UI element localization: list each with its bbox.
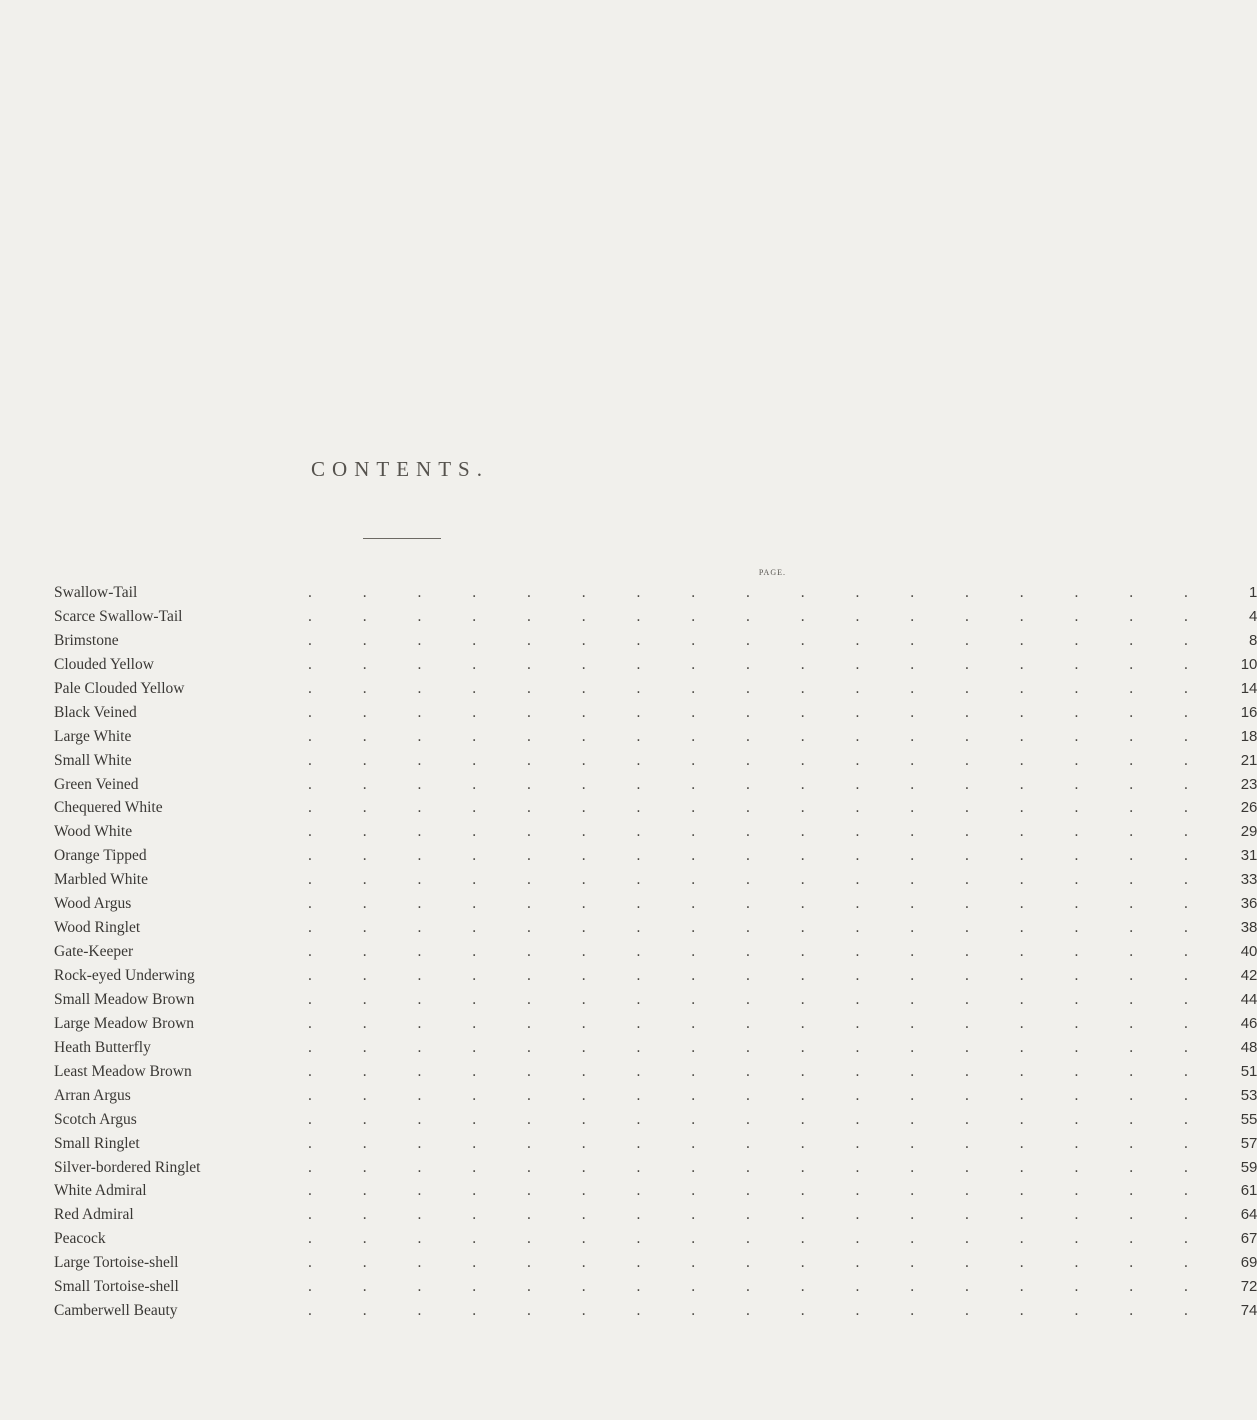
- entry-title: Chequered White: [54, 799, 163, 817]
- contents-entry: [54, 1086, 1257, 1111]
- entry-page-number: 33: [1240, 871, 1257, 889]
- entry-title: Peacock: [54, 1230, 106, 1248]
- contents-entry: [54, 1038, 1257, 1063]
- entry-title: Scarce Swallow-Tail: [54, 607, 183, 625]
- entry-page-number: 64: [1240, 1206, 1257, 1224]
- entry-title: Marbled White: [54, 871, 148, 889]
- entry-page-number: 23: [1240, 775, 1257, 793]
- dot-leader: . . . . . . . . . . . . . . . . .: [308, 727, 1212, 745]
- entry-page-number: 59: [1240, 1158, 1257, 1176]
- entry-title: Small White: [54, 751, 132, 769]
- entry-page-number: 42: [1240, 967, 1257, 984]
- contents-entry: [54, 823, 1257, 847]
- entry-title: Heath Butterfly: [54, 1038, 151, 1056]
- dot-leader: . . . . . . . . . . . . . . . . .: [308, 655, 1212, 673]
- contents-list: [54, 584, 1257, 1326]
- entry-page-number: 16: [1240, 703, 1257, 721]
- contents-entry: [54, 1302, 1257, 1326]
- entry-page-number: 26: [1240, 799, 1257, 817]
- contents-entry: [54, 1230, 1257, 1254]
- page-title: CONTENTS.: [311, 457, 489, 481]
- entry-title: Red Admiral: [54, 1206, 134, 1224]
- entry-page-number: 51: [1240, 1062, 1257, 1080]
- entry-title: Small Meadow Brown: [54, 990, 195, 1008]
- entry-page-number: 36: [1240, 895, 1257, 913]
- contents-entry: [54, 919, 1257, 943]
- dot-leader: . . . . . . . . . . . . . . . . .: [308, 703, 1212, 721]
- contents-entry: [54, 1014, 1257, 1039]
- contents-entry: [54, 1254, 1257, 1278]
- entry-title: Swallow-Tail: [54, 584, 138, 601]
- entry-page-number: 4: [1249, 607, 1257, 625]
- dot-leader: . . . . . . . . . . . . . . . . .: [308, 751, 1212, 769]
- contents-entry: [54, 1062, 1257, 1087]
- entry-title: Wood White: [54, 823, 133, 841]
- contents-entry: [54, 967, 1257, 991]
- entry-page-number: 48: [1240, 1038, 1257, 1056]
- dot-leader: . . . . . . . . . . . . . . . . .: [308, 1086, 1212, 1104]
- contents-entry: [54, 1110, 1257, 1135]
- contents-entry: [54, 1134, 1257, 1159]
- entry-title: Silver-bordered Ringlet: [54, 1158, 201, 1176]
- entry-title: Green Veined: [54, 775, 139, 793]
- dot-leader: . . . . . . . . . . . . . . . . .: [308, 1206, 1212, 1224]
- entry-page-number: 44: [1240, 990, 1257, 1008]
- dot-leader: . . . . . . . . . . . . . . . . .: [308, 943, 1212, 961]
- dot-leader: . . . . . . . . . . . . . . . . .: [308, 1230, 1212, 1248]
- entry-title: Black Veined: [54, 703, 137, 721]
- entry-page-number: 69: [1240, 1254, 1257, 1272]
- dot-leader: . . . . . . . . . . . . . . . . .: [308, 1134, 1212, 1152]
- entry-page-number: 61: [1240, 1182, 1257, 1200]
- entry-title: White Admiral: [54, 1182, 147, 1200]
- dot-leader: . . . . . . . . . . . . . . . . .: [308, 607, 1212, 625]
- dot-leader: . . . . . . . . . . . . . . . . .: [308, 1182, 1212, 1200]
- entry-page-number: 31: [1240, 847, 1257, 865]
- entry-page-number: 46: [1240, 1014, 1257, 1032]
- dot-leader: . . . . . . . . . . . . . . . . .: [308, 1302, 1212, 1320]
- dot-leader: . . . . . . . . . . . . . . . . .: [308, 967, 1212, 984]
- contents-entry: [54, 751, 1257, 776]
- contents-entry: [54, 799, 1257, 823]
- entry-title: Gate-Keeper: [54, 943, 134, 961]
- entry-page-number: 74: [1240, 1302, 1257, 1320]
- entry-title: Large Meadow Brown: [54, 1014, 195, 1032]
- contents-entry: [54, 943, 1257, 967]
- page-column-label: PAGE.: [758, 568, 786, 577]
- entry-title: Large White: [54, 727, 132, 745]
- entry-page-number: 53: [1240, 1086, 1257, 1104]
- dot-leader: . . . . . . . . . . . . . . . . .: [308, 823, 1212, 841]
- contents-entry: [54, 703, 1257, 728]
- entry-page-number: 1: [1249, 584, 1257, 601]
- dot-leader: . . . . . . . . . . . . . . . . .: [308, 1038, 1212, 1056]
- dot-leader: . . . . . . . . . . . . . . . . .: [308, 679, 1212, 697]
- dot-leader: . . . . . . . . . . . . . . . . .: [308, 1062, 1212, 1080]
- entry-title: Rock-eyed Underwing: [54, 967, 195, 984]
- dot-leader: . . . . . . . . . . . . . . . . .: [308, 990, 1212, 1008]
- dot-leader: . . . . . . . . . . . . . . . . .: [308, 1110, 1212, 1128]
- entry-page-number: 21: [1240, 751, 1257, 769]
- entry-page-number: 72: [1240, 1278, 1257, 1296]
- contents-entry: [54, 607, 1257, 632]
- entry-title: Least Meadow Brown: [54, 1062, 192, 1080]
- contents-entry: [54, 775, 1257, 800]
- entry-title: Orange Tipped: [54, 847, 147, 865]
- dot-leader: . . . . . . . . . . . . . . . . .: [308, 1014, 1212, 1032]
- dot-leader: . . . . . . . . . . . . . . . . .: [308, 871, 1212, 889]
- entry-title: Large Tortoise-shell: [54, 1254, 179, 1272]
- entry-page-number: 18: [1240, 727, 1257, 745]
- entry-title: Pale Clouded Yellow: [54, 679, 185, 697]
- entry-page-number: 57: [1240, 1134, 1257, 1152]
- dot-leader: . . . . . . . . . . . . . . . . .: [308, 775, 1212, 793]
- dot-leader: . . . . . . . . . . . . . . . . .: [308, 799, 1212, 817]
- dot-leader: . . . . . . . . . . . . . . . . .: [308, 584, 1212, 601]
- title-rule: [363, 538, 441, 539]
- entry-page-number: 40: [1240, 943, 1257, 961]
- contents-entry: [54, 655, 1257, 680]
- entry-page-number: 38: [1240, 919, 1257, 937]
- entry-page-number: 8: [1249, 631, 1257, 649]
- entry-page-number: 14: [1240, 679, 1257, 697]
- dot-leader: . . . . . . . . . . . . . . . . .: [308, 847, 1212, 865]
- contents-entry: [54, 1278, 1257, 1302]
- dot-leader: . . . . . . . . . . . . . . . . .: [308, 631, 1212, 649]
- entry-title: Wood Argus: [54, 895, 132, 913]
- contents-entry: [54, 847, 1257, 871]
- dot-leader: . . . . . . . . . . . . . . . . .: [308, 895, 1212, 913]
- dot-leader: . . . . . . . . . . . . . . . . .: [308, 1158, 1212, 1176]
- entry-page-number: 29: [1240, 823, 1257, 841]
- entry-title: Brimstone: [54, 631, 119, 649]
- dot-leader: . . . . . . . . . . . . . . . . .: [308, 919, 1212, 937]
- contents-entry: [54, 990, 1257, 1015]
- contents-entry: [54, 631, 1257, 656]
- dot-leader: . . . . . . . . . . . . . . . . .: [308, 1254, 1212, 1272]
- contents-entry: [54, 871, 1257, 895]
- entry-title: Small Tortoise-shell: [54, 1278, 179, 1296]
- contents-entry: [54, 727, 1257, 752]
- entry-title: Small Ringlet: [54, 1134, 140, 1152]
- contents-entry: [54, 1206, 1257, 1230]
- contents-entry: [54, 1158, 1257, 1183]
- entry-title: Camberwell Beauty: [54, 1302, 178, 1320]
- entry-title: Scotch Argus: [54, 1110, 137, 1128]
- entry-page-number: 67: [1240, 1230, 1257, 1248]
- contents-entry: [54, 679, 1257, 704]
- dot-leader: . . . . . . . . . . . . . . . . .: [308, 1278, 1212, 1296]
- entry-page-number: 55: [1240, 1110, 1257, 1128]
- entry-page-number: 10: [1240, 655, 1257, 673]
- entry-title: Arran Argus: [54, 1086, 131, 1104]
- contents-entry: [54, 584, 1257, 608]
- entry-title: Wood Ringlet: [54, 919, 141, 937]
- contents-entry: [54, 1182, 1257, 1206]
- entry-title: Clouded Yellow: [54, 655, 154, 673]
- contents-entry: [54, 895, 1257, 919]
